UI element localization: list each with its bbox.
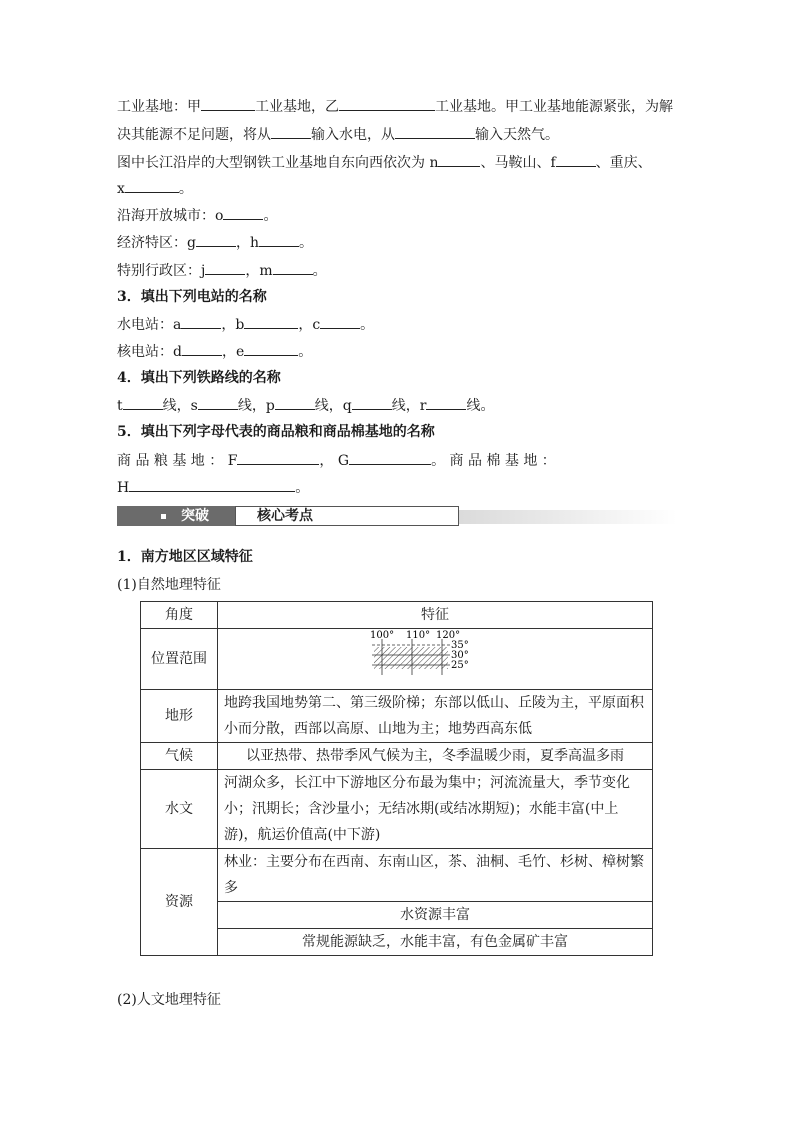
text-line: 决其能源不足问题，将从 输入水电，从 输入天然气。: [117, 124, 559, 145]
answer-blank[interactable]: [259, 232, 299, 247]
row-text: 水资源丰富: [218, 902, 653, 929]
answer-blank[interactable]: [244, 314, 298, 329]
answer-blank[interactable]: [556, 152, 596, 167]
latitude-longitude-map: [368, 629, 478, 687]
row-text: 林业：主要分布在西南、东南山区，茶、油桐、毛竹、杉树、樟树繁多: [218, 849, 653, 902]
banner-title: 核心考点: [257, 508, 313, 524]
answer-blank[interactable]: [271, 124, 311, 139]
table-row: [141, 902, 653, 929]
table-row: [141, 929, 653, 956]
text-line: 经济特区：g ，h 。: [117, 232, 313, 253]
row-label: 位置范围: [141, 629, 218, 690]
region-hatch: [374, 647, 448, 669]
question-4-title: 4．填出下列铁路线的名称: [117, 370, 281, 386]
table-row: [141, 743, 653, 770]
text-line: 特别行政区：j ，m 。: [117, 260, 327, 281]
table-row: [141, 690, 653, 743]
text-line: 图中长江沿岸的大型钢铁工业基地自东向西依次为 n 、马鞍山、f 、重庆、: [117, 152, 652, 173]
text-line: 商 品 粮 基 地 ： F ， G 。 商 品 棉 基 地 ：: [117, 450, 556, 471]
answer-blank[interactable]: [237, 450, 319, 465]
row-label: 水文: [141, 770, 218, 849]
row-text: 以亚热带、热带季风气候为主，冬季温暖少雨，夏季高温多雨: [218, 743, 653, 770]
row-text: 地跨我国地势第二、第三级阶梯；东部以低山、丘陵为主，平原面积小而分散，西部以高原、山地为主；地势西高东低: [218, 690, 653, 743]
answer-blank[interactable]: [125, 178, 179, 193]
lon-label-110: 110°: [406, 630, 431, 641]
text-line: x 。: [117, 178, 193, 199]
answer-blank[interactable]: [201, 96, 255, 111]
text-line: 沿海开放城市：o 。: [117, 205, 277, 226]
row-label: 地形: [141, 690, 218, 743]
banner-label: 突破: [181, 508, 209, 524]
answer-blank[interactable]: [244, 341, 298, 356]
text-line: 水电站：a ，b ，c 。: [117, 314, 374, 335]
answer-blank[interactable]: [196, 232, 236, 247]
answer-blank[interactable]: [223, 205, 263, 220]
table-row: [141, 849, 653, 902]
square-bullet-icon: [161, 514, 166, 519]
lon-label-120: 120°: [436, 630, 461, 641]
answer-blank[interactable]: [339, 96, 435, 111]
section-banner: [117, 506, 677, 528]
answer-blank[interactable]: [181, 314, 221, 329]
answer-blank[interactable]: [198, 395, 238, 410]
row-text: 河湖众多，长江中下游地区分布最为集中；河流流量大，季节变化小；汛期长；含沙量小；无结冰期(或结冰期短)；水能丰富(中上游)，航运价值高(中下游): [218, 770, 653, 849]
table-row: [141, 770, 653, 849]
banner-dark-block: [117, 506, 235, 526]
answer-blank[interactable]: [426, 395, 466, 410]
location-map-cell: [218, 629, 653, 690]
answer-blank[interactable]: [129, 477, 295, 492]
lat-label-35: 35°: [451, 640, 469, 651]
section-title: 1．南方地区区域特征: [117, 549, 253, 565]
answer-blank[interactable]: [275, 395, 315, 410]
question-3-title: 3．填出下列电站的名称: [117, 289, 267, 305]
header-feature: 特征: [218, 602, 653, 629]
text-line: t 线，s 线，p 线，q 线，r 线。: [117, 395, 494, 416]
header-angle: 角度: [141, 602, 218, 629]
lat-label-25: 25°: [451, 660, 469, 671]
table-header-row: [141, 602, 653, 629]
answer-blank[interactable]: [205, 260, 245, 275]
features-table: [140, 601, 653, 956]
answer-blank[interactable]: [320, 314, 360, 329]
answer-blank[interactable]: [123, 395, 163, 410]
table-row: [141, 629, 653, 690]
lat-label-30: 30°: [451, 650, 469, 661]
answer-blank[interactable]: [395, 124, 475, 139]
text-line: 核电站：d ，e 。: [117, 341, 312, 362]
text-line: H 。: [117, 477, 309, 498]
answer-blank[interactable]: [352, 395, 392, 410]
row-label: 气候: [141, 743, 218, 770]
text-line: 工业基地：甲 工业基地，乙 工业基地。甲工业基地能源紧张，为解: [117, 96, 673, 117]
answer-blank[interactable]: [182, 341, 222, 356]
answer-blank[interactable]: [273, 260, 313, 275]
row-label: 资源: [141, 849, 218, 956]
question-5-title: 5．填出下列字母代表的商品粮和商品棉基地的名称: [117, 424, 435, 440]
answer-blank[interactable]: [349, 450, 431, 465]
row-text: 常规能源缺乏，水能丰富，有色金属矿丰富: [218, 929, 653, 956]
subsection-title: (2)人文地理特征: [117, 992, 221, 1008]
lon-label-100: 100°: [370, 630, 395, 641]
answer-blank[interactable]: [438, 152, 480, 167]
subsection-title: (1)自然地理特征: [117, 577, 221, 593]
